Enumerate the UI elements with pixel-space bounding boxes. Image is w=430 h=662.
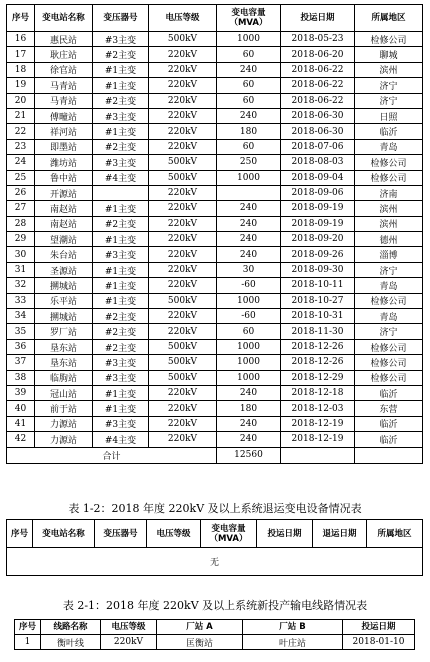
cell-station: 傅疃站 xyxy=(35,108,93,123)
header-transformer: 变压器号 xyxy=(93,5,149,32)
table-row xyxy=(7,216,423,231)
cell-date: 2018-06-22 xyxy=(281,78,355,93)
cell-capacity: 60 xyxy=(217,47,281,62)
cell-seq: 22 xyxy=(7,124,35,139)
cell-voltage: 220kV xyxy=(149,324,217,339)
table3-caption: 表 2-1：2018 年度 220kV 及以上系统新投产输电线路情况表 xyxy=(62,599,368,612)
cell-line: 衡叶线 xyxy=(41,635,101,650)
header-region: 所属地区 xyxy=(367,520,423,548)
cell-capacity: 60 xyxy=(217,78,281,93)
cell-seq: 30 xyxy=(7,247,35,262)
header-station: 变电站名称 xyxy=(35,5,93,32)
cell-seq: 35 xyxy=(7,324,35,339)
cell-station: 圣源站 xyxy=(35,262,93,277)
table-row xyxy=(7,47,423,62)
table-row xyxy=(7,278,423,293)
cell-date: 2018-10-31 xyxy=(281,309,355,324)
header-station: 变电站名称 xyxy=(33,520,95,548)
cell-voltage: 220kV xyxy=(149,232,217,247)
table-row xyxy=(7,108,423,123)
total-value: 12560 xyxy=(217,447,281,463)
table-row xyxy=(7,293,423,308)
cell-region: 日照 xyxy=(355,108,423,123)
cell-seq: 1 xyxy=(15,635,41,650)
cell-station: 潍坊站 xyxy=(35,155,93,170)
cell-date: 2018-06-22 xyxy=(281,93,355,108)
cell-transformer: #2主变 xyxy=(93,139,149,154)
cell-capacity: 240 xyxy=(217,201,281,216)
cell-region: 济宁 xyxy=(355,78,423,93)
cell-date: 2018-09-04 xyxy=(281,170,355,185)
cell-date: 2018-09-19 xyxy=(281,201,355,216)
cell-capacity: 1000 xyxy=(217,32,281,47)
table-row xyxy=(7,401,423,416)
cell-date: 2018-06-30 xyxy=(281,108,355,123)
cell-seq: 31 xyxy=(7,262,35,277)
table-row xyxy=(7,155,423,170)
cell-region: 滨州 xyxy=(355,62,423,77)
table-row xyxy=(7,355,423,370)
cell-capacity: 1000 xyxy=(217,370,281,385)
cell-capacity: 60 xyxy=(217,139,281,154)
cell-station: 垦东站 xyxy=(35,339,93,354)
cell-date: 2018-12-29 xyxy=(281,370,355,385)
cell-station: 徐官站 xyxy=(35,62,93,77)
cell-voltage: 220kV xyxy=(149,62,217,77)
cell-voltage: 220kV xyxy=(149,278,217,293)
transmission-line-table xyxy=(14,619,415,650)
cell-transformer xyxy=(93,185,149,200)
cell-seq: 23 xyxy=(7,139,35,154)
table-row xyxy=(7,385,423,400)
cell-voltage: 220kV xyxy=(149,216,217,231)
table-row xyxy=(7,432,423,447)
cell-station-a: 匡衡站 xyxy=(157,635,243,650)
cell-voltage: 220kV xyxy=(149,262,217,277)
header-capacity xyxy=(217,5,281,32)
cell-seq: 27 xyxy=(7,201,35,216)
cell-transformer: #2主变 xyxy=(93,47,149,62)
cell-transformer: #2主变 xyxy=(93,324,149,339)
table-row xyxy=(7,370,423,385)
header-voltage: 电压等级 xyxy=(147,520,201,548)
empty-note: 无 xyxy=(7,548,423,576)
cell-station: 南赵站 xyxy=(35,216,93,231)
total-empty-region xyxy=(355,447,423,463)
cell-voltage: 220kV xyxy=(149,201,217,216)
cell-station: 朱台站 xyxy=(35,247,93,262)
cell-voltage: 220kV xyxy=(149,93,217,108)
cell-region: 检修公司 xyxy=(355,293,423,308)
cell-region: 检修公司 xyxy=(355,339,423,354)
cell-voltage: 500kV xyxy=(149,370,217,385)
header-station-a: 厂站 A xyxy=(157,620,243,635)
cell-region: 临沂 xyxy=(355,124,423,139)
cell-station: 力源站 xyxy=(35,432,93,447)
cell-voltage: 220kV xyxy=(149,139,217,154)
header-retire-date: 退运日期 xyxy=(313,520,367,548)
cell-region: 临沂 xyxy=(355,416,423,431)
table-body xyxy=(7,32,423,448)
cell-region: 聊城 xyxy=(355,47,423,62)
cell-seq: 42 xyxy=(7,432,35,447)
cell-voltage: 220kV xyxy=(149,47,217,62)
cell-station: 惠民站 xyxy=(35,32,93,47)
cell-seq: 19 xyxy=(7,78,35,93)
cell-transformer: #1主变 xyxy=(93,201,149,216)
cell-voltage: 220kV xyxy=(149,385,217,400)
cell-voltage: 220kV xyxy=(149,401,217,416)
header-region: 所属地区 xyxy=(355,5,423,32)
header-date: 投运日期 xyxy=(281,5,355,32)
cell-seq: 41 xyxy=(7,416,35,431)
cell-region: 济南 xyxy=(355,185,423,200)
cell-region: 滨州 xyxy=(355,201,423,216)
cell-voltage: 500kV xyxy=(149,339,217,354)
cell-date: 2018-09-06 xyxy=(281,185,355,200)
cell-station-b: 叶庄站 xyxy=(243,635,343,650)
cell-seq: 18 xyxy=(7,62,35,77)
cell-voltage: 220kV xyxy=(149,78,217,93)
table-row xyxy=(7,309,423,324)
substation-retirement-table xyxy=(6,519,423,576)
cell-capacity: 240 xyxy=(217,385,281,400)
cell-transformer: #1主变 xyxy=(93,62,149,77)
cell-capacity: 60 xyxy=(217,93,281,108)
cell-seq: 28 xyxy=(7,216,35,231)
cell-station: 即墨站 xyxy=(35,139,93,154)
cell-station: 搠城站 xyxy=(35,278,93,293)
cell-voltage: 220kV xyxy=(149,309,217,324)
header-date: 投运日期 xyxy=(343,620,415,635)
cell-station: 罗厂站 xyxy=(35,324,93,339)
cell-transformer: #1主变 xyxy=(93,385,149,400)
cell-voltage: 220kV xyxy=(149,124,217,139)
cell-station: 望潮站 xyxy=(35,232,93,247)
total-label: 合计 xyxy=(7,447,217,463)
cell-region: 临沂 xyxy=(355,385,423,400)
cell-date: 2018-12-26 xyxy=(281,339,355,354)
cell-transformer: #1主变 xyxy=(93,124,149,139)
cell-seq: 16 xyxy=(7,32,35,47)
total-row xyxy=(7,447,423,463)
cell-station: 乐平站 xyxy=(35,293,93,308)
cell-transformer: #2主变 xyxy=(93,93,149,108)
cell-station: 开源站 xyxy=(35,185,93,200)
header-capacity-line2: （MVA） xyxy=(209,533,248,544)
table-row xyxy=(7,201,423,216)
header-station-b: 厂站 B xyxy=(243,620,343,635)
cell-date: 2018-12-18 xyxy=(281,385,355,400)
table-row xyxy=(7,232,423,247)
table-header-row xyxy=(7,520,423,548)
cell-capacity: -60 xyxy=(217,309,281,324)
cell-transformer: #2主变 xyxy=(93,216,149,231)
cell-region: 德州 xyxy=(355,232,423,247)
cell-region: 滨州 xyxy=(355,216,423,231)
cell-region: 青岛 xyxy=(355,278,423,293)
cell-region: 济宁 xyxy=(355,262,423,277)
cell-seq: 36 xyxy=(7,339,35,354)
cell-date: 2018-09-20 xyxy=(281,232,355,247)
cell-region: 济宁 xyxy=(355,324,423,339)
table-row xyxy=(7,78,423,93)
cell-capacity: 1000 xyxy=(217,355,281,370)
cell-date: 2018-11-30 xyxy=(281,324,355,339)
header-seq: 序号 xyxy=(7,520,33,548)
cell-capacity: 1000 xyxy=(217,170,281,185)
cell-transformer: #3主变 xyxy=(93,370,149,385)
cell-date: 2018-09-30 xyxy=(281,262,355,277)
cell-date: 2018-09-26 xyxy=(281,247,355,262)
header-voltage: 电压等级 xyxy=(101,620,157,635)
cell-seq: 33 xyxy=(7,293,35,308)
cell-date: 2018-12-26 xyxy=(281,355,355,370)
cell-voltage: 500kV xyxy=(149,355,217,370)
cell-capacity: 30 xyxy=(217,262,281,277)
table-row xyxy=(7,124,423,139)
table-row xyxy=(7,548,423,576)
cell-seq: 34 xyxy=(7,309,35,324)
cell-date: 2018-09-19 xyxy=(281,216,355,231)
cell-region: 检修公司 xyxy=(355,370,423,385)
cell-transformer: #1主变 xyxy=(93,401,149,416)
cell-transformer: #1主变 xyxy=(93,278,149,293)
cell-voltage: 220kV xyxy=(149,247,217,262)
cell-seq: 32 xyxy=(7,278,35,293)
cell-region: 检修公司 xyxy=(355,355,423,370)
cell-voltage: 500kV xyxy=(149,155,217,170)
cell-capacity: 240 xyxy=(217,108,281,123)
cell-station: 鲁中站 xyxy=(35,170,93,185)
table-row xyxy=(7,339,423,354)
cell-transformer: #3主变 xyxy=(93,32,149,47)
cell-capacity: 180 xyxy=(217,401,281,416)
cell-region: 青岛 xyxy=(355,139,423,154)
cell-date: 2018-06-20 xyxy=(281,47,355,62)
cell-seq: 38 xyxy=(7,370,35,385)
cell-voltage: 220kV xyxy=(149,108,217,123)
cell-capacity: 180 xyxy=(217,124,281,139)
header-capacity-line2: （MVA） xyxy=(229,18,268,28)
cell-transformer: #1主变 xyxy=(93,262,149,277)
cell-capacity: -60 xyxy=(217,278,281,293)
cell-station: 马青站 xyxy=(35,93,93,108)
table-row xyxy=(7,185,423,200)
table-row xyxy=(7,93,423,108)
cell-voltage: 220kV xyxy=(101,635,157,650)
table-row xyxy=(7,32,423,47)
table-row xyxy=(15,635,415,650)
cell-station: 搠城站 xyxy=(35,309,93,324)
cell-region: 东营 xyxy=(355,401,423,416)
cell-capacity: 240 xyxy=(217,247,281,262)
header-seq: 序号 xyxy=(7,5,35,32)
cell-capacity: 240 xyxy=(217,432,281,447)
cell-capacity: 240 xyxy=(217,232,281,247)
cell-station: 祥河站 xyxy=(35,124,93,139)
cell-region: 检修公司 xyxy=(355,155,423,170)
header-capacity-line1: 变电容量 xyxy=(231,8,266,18)
cell-station: 力源站 xyxy=(35,416,93,431)
cell-seq: 21 xyxy=(7,108,35,123)
cell-seq: 37 xyxy=(7,355,35,370)
cell-seq: 24 xyxy=(7,155,35,170)
cell-transformer: #3主变 xyxy=(93,155,149,170)
table-row xyxy=(7,170,423,185)
cell-seq: 29 xyxy=(7,232,35,247)
cell-station: 垦东站 xyxy=(35,355,93,370)
cell-region: 青岛 xyxy=(355,309,423,324)
header-voltage: 电压等级 xyxy=(149,5,217,32)
header-capacity xyxy=(201,520,257,548)
cell-region: 临沂 xyxy=(355,432,423,447)
cell-capacity xyxy=(217,185,281,200)
cell-station: 冠山站 xyxy=(35,385,93,400)
cell-region: 检修公司 xyxy=(355,32,423,47)
header-transformer: 变压器号 xyxy=(95,520,147,548)
table-row xyxy=(7,324,423,339)
cell-capacity: 1000 xyxy=(217,293,281,308)
cell-transformer: #3主变 xyxy=(93,108,149,123)
table-header-row xyxy=(7,5,423,32)
cell-voltage: 220kV xyxy=(149,416,217,431)
table-row xyxy=(7,262,423,277)
cell-capacity: 240 xyxy=(217,416,281,431)
table-row xyxy=(7,247,423,262)
cell-seq: 25 xyxy=(7,170,35,185)
cell-station: 前于站 xyxy=(35,401,93,416)
cell-capacity: 250 xyxy=(217,155,281,170)
table-body xyxy=(15,635,415,650)
total-empty-date xyxy=(281,447,355,463)
cell-station: 马青站 xyxy=(35,78,93,93)
cell-region: 济宁 xyxy=(355,93,423,108)
cell-transformer: #2主变 xyxy=(93,309,149,324)
cell-date: 2018-05-23 xyxy=(281,32,355,47)
table-header-row xyxy=(15,620,415,635)
cell-date: 2018-12-19 xyxy=(281,432,355,447)
cell-region: 检修公司 xyxy=(355,170,423,185)
cell-voltage: 220kV xyxy=(149,185,217,200)
cell-capacity: 1000 xyxy=(217,339,281,354)
cell-transformer: #3主变 xyxy=(93,416,149,431)
header-commission-date: 投运日期 xyxy=(257,520,313,548)
cell-voltage: 500kV xyxy=(149,293,217,308)
cell-transformer: #1主变 xyxy=(93,78,149,93)
cell-transformer: #2主变 xyxy=(93,339,149,354)
cell-date: 2018-12-03 xyxy=(281,401,355,416)
cell-date: 2018-06-30 xyxy=(281,124,355,139)
table-row xyxy=(7,416,423,431)
cell-date: 2018-01-10 xyxy=(343,635,415,650)
cell-capacity: 240 xyxy=(217,62,281,77)
cell-region: 淄博 xyxy=(355,247,423,262)
cell-seq: 40 xyxy=(7,401,35,416)
cell-date: 2018-10-11 xyxy=(281,278,355,293)
cell-seq: 20 xyxy=(7,93,35,108)
table-row xyxy=(7,139,423,154)
cell-transformer: #3主变 xyxy=(93,247,149,262)
cell-transformer: #1主变 xyxy=(93,293,149,308)
cell-station: 南赵站 xyxy=(35,201,93,216)
cell-date: 2018-07-06 xyxy=(281,139,355,154)
cell-voltage: 220kV xyxy=(149,432,217,447)
substation-commissioning-table xyxy=(6,4,423,464)
cell-seq: 17 xyxy=(7,47,35,62)
header-capacity-line1: 变电容量 xyxy=(211,523,246,534)
table-row xyxy=(7,62,423,77)
cell-voltage: 500kV xyxy=(149,32,217,47)
cell-capacity: 60 xyxy=(217,324,281,339)
cell-seq: 39 xyxy=(7,385,35,400)
cell-capacity: 240 xyxy=(217,216,281,231)
cell-voltage: 500kV xyxy=(149,170,217,185)
cell-transformer: #3主变 xyxy=(93,355,149,370)
header-seq: 序号 xyxy=(15,620,41,635)
cell-station: 耿庄站 xyxy=(35,47,93,62)
header-line: 线路名称 xyxy=(41,620,101,635)
cell-transformer: #4主变 xyxy=(93,170,149,185)
cell-transformer: #4主变 xyxy=(93,432,149,447)
cell-date: 2018-06-22 xyxy=(281,62,355,77)
cell-date: 2018-08-03 xyxy=(281,155,355,170)
cell-date: 2018-12-19 xyxy=(281,416,355,431)
cell-transformer: #1主变 xyxy=(93,232,149,247)
cell-station: 临朐站 xyxy=(35,370,93,385)
table2-caption: 表 1-2：2018 年度 220kV 及以上系统退运变电设备情况表 xyxy=(68,502,362,515)
cell-date: 2018-10-27 xyxy=(281,293,355,308)
cell-seq: 26 xyxy=(7,185,35,200)
